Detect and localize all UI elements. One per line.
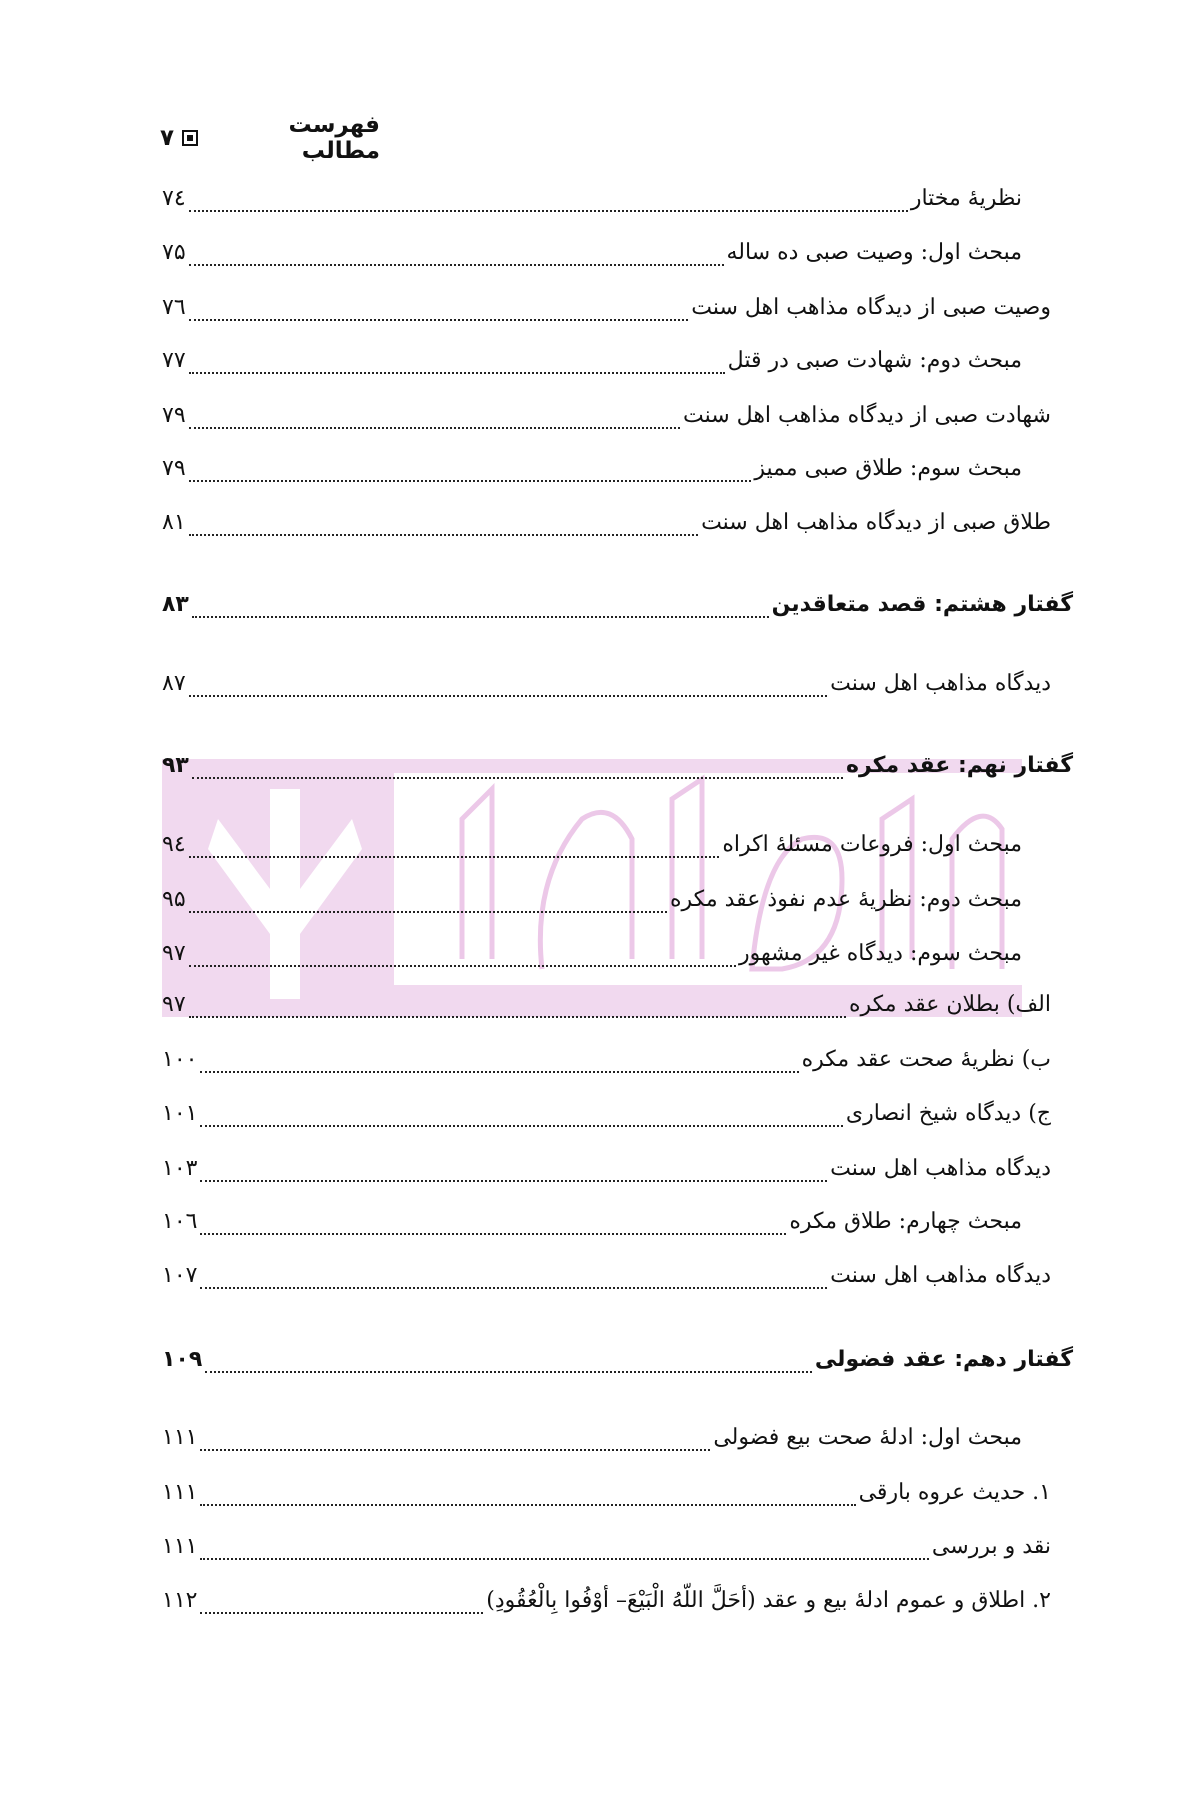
entry-title: دیدگاه مذاهب اهل سنت (830, 1156, 1051, 1181)
entry-page-number: ۸۷ (162, 671, 186, 696)
entry-page-number: ۷۵ (162, 240, 186, 265)
toc-entry[interactable] (162, 1263, 1051, 1297)
dot-leader (189, 695, 828, 697)
entry-page-number: ۷٤ (162, 186, 186, 211)
toc-entry[interactable] (162, 592, 1073, 626)
entry-title: گفتار دهم: عقد فضولی (814, 1347, 1073, 1372)
entry-page-number: ۹٤ (162, 832, 186, 857)
entry-page-number: ۹۳ (162, 753, 189, 778)
toc-entry[interactable] (162, 456, 1022, 490)
entry-title: مبحث چهارم: طلاق مکره (789, 1209, 1022, 1234)
entry-title: نقد و بررسی (931, 1534, 1051, 1559)
toc-entry[interactable] (162, 1101, 1051, 1135)
toc-entry[interactable] (162, 1156, 1051, 1190)
entry-title: نظریهٔ مختار (910, 186, 1022, 211)
entry-title: مبحث اول: فروعات مسئلهٔ اکراه (722, 832, 1022, 857)
toc-entry[interactable] (162, 403, 1051, 437)
dot-leader (189, 264, 724, 266)
dot-leader (200, 1449, 710, 1451)
entry-page-number: ۱۰۱ (162, 1101, 198, 1126)
entry-title: ۲. اطلاق و عموم ادلهٔ بیع و عقد (أحَلَّ اللّهُ الْبَيْعَ– أوْفُوا بِالْعُقُودِ) (486, 1588, 1051, 1613)
dot-leader (189, 911, 667, 913)
toc-entry[interactable] (162, 671, 1051, 705)
entry-page-number: ۱۱۱ (162, 1425, 198, 1450)
entry-title: مبحث دوم: شهادت صبی در قتل (727, 348, 1022, 373)
toc-entry[interactable] (162, 1347, 1073, 1381)
entry-title: گفتار هشتم: قصد متعاقدین (771, 592, 1073, 617)
toc-entry[interactable] (162, 240, 1022, 274)
toc-entry[interactable] (162, 753, 1073, 787)
entry-title: دیدگاه مذاهب اهل سنت (830, 1263, 1051, 1288)
entry-page-number: ۹۵ (162, 887, 186, 912)
dot-leader (192, 777, 843, 779)
toc-entry[interactable] (162, 186, 1022, 220)
dot-leader (189, 965, 736, 967)
toc-entry[interactable] (162, 295, 1051, 329)
dot-leader (205, 1371, 812, 1373)
dot-leader (189, 319, 689, 321)
entry-title: مبحث سوم: دیدگاه غیر مشهور (738, 941, 1022, 966)
entry-page-number: ۱۰۷ (162, 1263, 198, 1288)
dot-leader (200, 1504, 855, 1506)
entry-page-number: ۱۰٦ (162, 1209, 198, 1234)
dot-leader (192, 616, 769, 618)
entry-page-number: ۱۱۱ (162, 1480, 198, 1505)
header-page-number: ۷ (160, 125, 175, 151)
entry-page-number: ۱۱۲ (162, 1588, 198, 1613)
toc-entry[interactable] (162, 1588, 1051, 1622)
entry-title: شهادت صبی از دیدگاه مذاهب اهل سنت (682, 403, 1051, 428)
toc-entry[interactable] (162, 348, 1022, 382)
entry-page-number: ۸۱ (162, 510, 186, 535)
toc-entry[interactable] (162, 510, 1051, 544)
toc-entry[interactable] (162, 1209, 1022, 1243)
entry-page-number: ۷۹ (162, 403, 186, 428)
entry-title: ب) نظریهٔ صحت عقد مکره (801, 1047, 1051, 1072)
dot-leader (200, 1233, 786, 1235)
dot-leader (200, 1125, 842, 1127)
dot-leader (189, 372, 725, 374)
square-bullet-icon (182, 130, 198, 146)
entry-title: طلاق صبی از دیدگاه مذاهب اهل سنت (701, 510, 1051, 535)
dot-leader (200, 1071, 798, 1073)
dot-leader (189, 480, 752, 482)
entry-page-number: ۷٦ (162, 295, 186, 320)
dot-leader (189, 427, 680, 429)
entry-page-number: ۱۱۱ (162, 1534, 198, 1559)
dot-leader (189, 210, 908, 212)
entry-title: دیدگاه مذاهب اهل سنت (830, 671, 1051, 696)
dot-leader (200, 1558, 928, 1560)
entry-page-number: ۱۰۰ (162, 1047, 198, 1072)
running-header (160, 112, 380, 164)
entry-title: مبحث دوم: نظریهٔ عدم نفوذ عقد مکره (670, 887, 1022, 912)
entry-title: مبحث اول: وصیت صبی ده ساله (726, 240, 1022, 265)
entry-page-number: ۸۳ (162, 592, 189, 617)
toc-entry[interactable] (162, 1534, 1051, 1568)
entry-title: الف) بطلان عقد مکره (848, 992, 1051, 1017)
entry-page-number: ۱۰۳ (162, 1156, 198, 1181)
entry-page-number: ۷۷ (162, 348, 186, 373)
entry-title: وصیت صبی از دیدگاه مذاهب اهل سنت (691, 295, 1051, 320)
toc-entry[interactable] (162, 1480, 1051, 1514)
toc-entry[interactable] (162, 992, 1051, 1026)
toc-entry[interactable] (162, 941, 1022, 975)
entry-title: ج) دیدگاه شیخ انصاری (845, 1101, 1051, 1126)
entry-title: مبحث سوم: طلاق صبی ممیز (754, 456, 1022, 481)
entry-title: مبحث اول: ادلهٔ صحت بیع فضولی (713, 1425, 1022, 1450)
dot-leader (189, 1016, 846, 1018)
toc-entry[interactable] (162, 887, 1022, 921)
entry-page-number: ۱۰۹ (162, 1347, 203, 1372)
entry-title: ۱. حدیث عروه بارقی (858, 1480, 1051, 1505)
dot-leader (189, 534, 698, 536)
dot-leader (200, 1612, 483, 1614)
toc-entry[interactable] (162, 1047, 1051, 1081)
toc-entry[interactable] (162, 832, 1022, 866)
dot-leader (189, 856, 720, 858)
dot-leader (200, 1287, 827, 1289)
entry-page-number: ۹۷ (162, 941, 186, 966)
entry-page-number: ۷۹ (162, 456, 186, 481)
header-title: فهرست مطالب (288, 112, 380, 164)
dot-leader (200, 1180, 827, 1182)
entry-page-number: ۹۷ (162, 992, 186, 1017)
entry-title: گفتار نهم: عقد مکره (845, 753, 1073, 778)
toc-entry[interactable] (162, 1425, 1022, 1459)
